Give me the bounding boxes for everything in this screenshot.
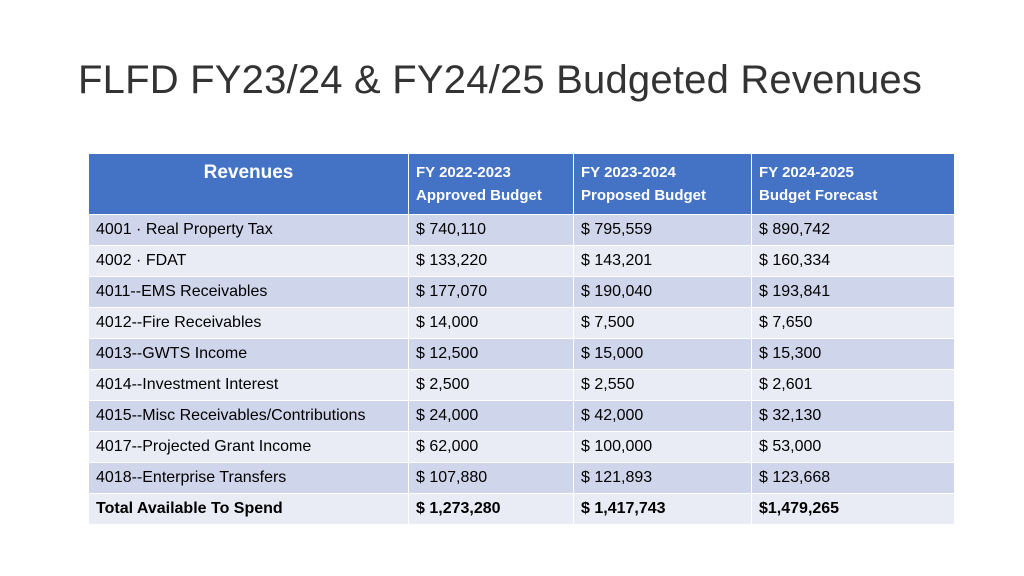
cell-fy2223: $ 12,500 (409, 339, 574, 370)
cell-fy2223: $ 2,500 (409, 370, 574, 401)
row-label: 4014--Investment Interest (89, 370, 409, 401)
table-row (89, 277, 955, 308)
header-fy2425-year: FY 2024-2025 (759, 164, 854, 181)
cell-fy2425: $ 890,742 (752, 215, 955, 246)
table-row (89, 339, 955, 370)
row-label: 4018--Enterprise Transfers (89, 463, 409, 494)
row-label: 4013--GWTS Income (89, 339, 409, 370)
total-label: Total Available To Spend (89, 494, 409, 525)
cell-fy2324: $ 100,000 (574, 432, 752, 463)
row-label: 4011--EMS Receivables (89, 277, 409, 308)
cell-fy2425: $ 15,300 (752, 339, 955, 370)
table-row (89, 370, 955, 401)
cell-fy2425: $ 2,601 (752, 370, 955, 401)
header-fy2223-year: FY 2022-2023 (416, 164, 511, 181)
table-row (89, 432, 955, 463)
total-fy2324: $ 1,417,743 (574, 494, 752, 525)
cell-fy2223: $ 24,000 (409, 401, 574, 432)
cell-fy2324: $ 190,040 (574, 277, 752, 308)
row-label: 4015--Misc Receivables/Contributions (89, 401, 409, 432)
cell-fy2425: $ 193,841 (752, 277, 955, 308)
cell-fy2223: $ 107,880 (409, 463, 574, 494)
table-row (89, 215, 955, 246)
cell-fy2223: $ 133,220 (409, 246, 574, 277)
header-fy2324-year: FY 2023-2024 (581, 164, 676, 181)
cell-fy2324: $ 795,559 (574, 215, 752, 246)
row-label: 4017--Projected Grant Income (89, 432, 409, 463)
table-row (89, 246, 955, 277)
header-fy2425-type: Budget Forecast (759, 187, 878, 204)
row-label: 4002 · FDAT (89, 246, 409, 277)
table-row (89, 401, 955, 432)
cell-fy2223: $ 14,000 (409, 308, 574, 339)
table-row (89, 463, 955, 494)
row-label: 4012--Fire Receivables (89, 308, 409, 339)
cell-fy2324: $ 143,201 (574, 246, 752, 277)
cell-fy2223: $ 62,000 (409, 432, 574, 463)
cell-fy2425: $ 32,130 (752, 401, 955, 432)
cell-fy2425: $ 53,000 (752, 432, 955, 463)
total-row (89, 494, 955, 525)
page-title: FLFD FY23/24 & FY24/25 Budgeted Revenues (78, 58, 923, 102)
cell-fy2324: $ 121,893 (574, 463, 752, 494)
table-row (89, 308, 955, 339)
header-fy2324 (574, 154, 752, 215)
header-revenues: Revenues (89, 154, 409, 215)
cell-fy2324: $ 15,000 (574, 339, 752, 370)
cell-fy2425: $ 123,668 (752, 463, 955, 494)
row-label: 4001 · Real Property Tax (89, 215, 409, 246)
cell-fy2223: $ 177,070 (409, 277, 574, 308)
cell-fy2324: $ 7,500 (574, 308, 752, 339)
total-fy2425: $1,479,265 (752, 494, 955, 525)
total-fy2223: $ 1,273,280 (409, 494, 574, 525)
table-header-row (89, 154, 955, 215)
cell-fy2223: $ 740,110 (409, 215, 574, 246)
header-fy2425 (752, 154, 955, 215)
cell-fy2425: $ 160,334 (752, 246, 955, 277)
header-fy2223-type: Approved Budget (416, 187, 542, 204)
cell-fy2324: $ 42,000 (574, 401, 752, 432)
header-fy2324-type: Proposed Budget (581, 187, 707, 204)
header-fy2223 (409, 154, 574, 215)
cell-fy2324: $ 2,550 (574, 370, 752, 401)
cell-fy2425: $ 7,650 (752, 308, 955, 339)
revenues-table (88, 153, 955, 525)
